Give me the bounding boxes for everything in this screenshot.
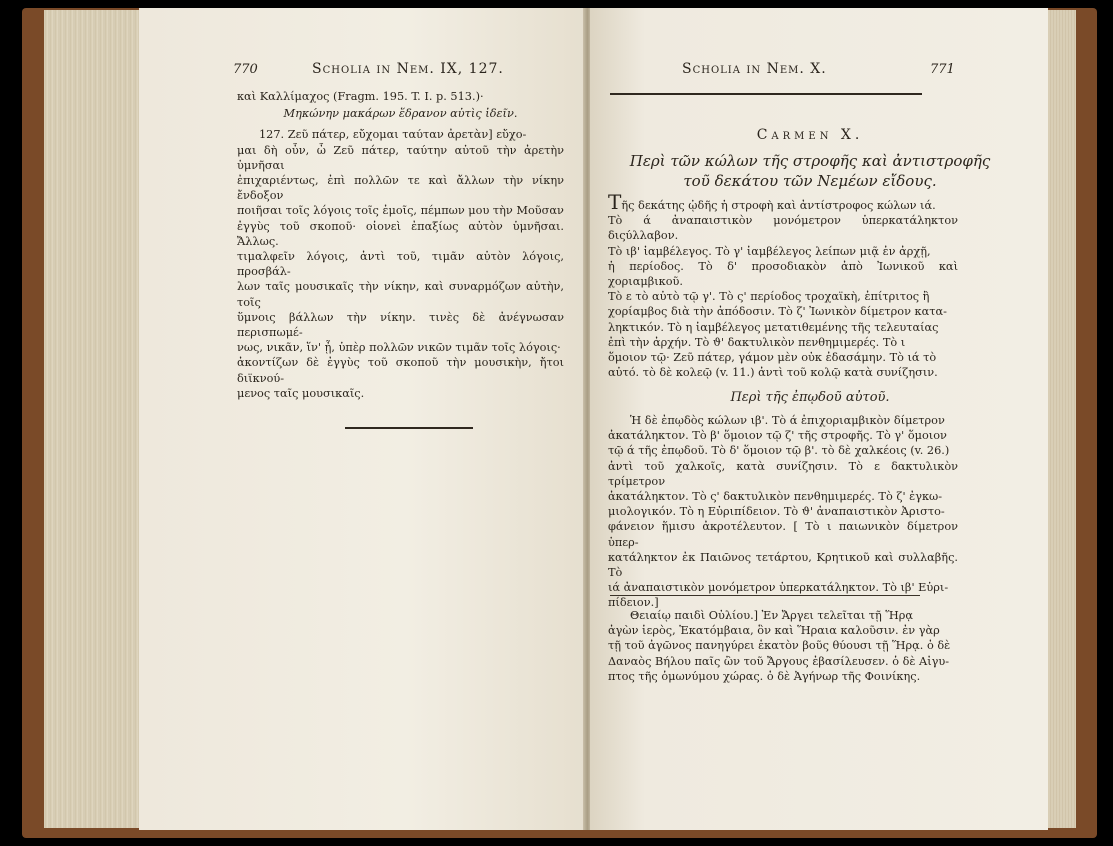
text-line: νως, νικᾶν, ἵν' ᾖ, ὑπὲρ πολλῶν νικῶν τιμᾶν τοῖς λόγοις· bbox=[237, 341, 561, 355]
text-line: ἀκατάληκτον. Τὸ β' ὅμοιον τῷ ζ' τῆς στροφῆς. Τὸ γ' ὅμοιον bbox=[608, 429, 947, 443]
text-line: ἐπιχαριέντως, ἐπὶ πολλῶν τε καὶ ἄλλων τὴν νίκην ἔνδοξον bbox=[237, 174, 564, 203]
text-line: ἀντὶ τοῦ χαλκοῖς, κατὰ συνίζησιν. Τὸ ε δακτυλικὸν τρίμετρον bbox=[608, 459, 958, 488]
text-line: ἐπὶ τὴν ἀρχήν. Τὸ ϑ' δακτυλικὸν πενθημιμερές. Τὸ ι bbox=[608, 335, 906, 349]
verse-line: Μηκώνην μακάρων ἕδρανον αὐτὶς ἰδεῖν. bbox=[283, 107, 518, 121]
text-line: λων ταῖς μουσικαῖς τὴν νίκην, καὶ συναρμόζων αὐτὴν, τοῖς bbox=[237, 280, 564, 309]
text-line: ἀκατάληκτον. Τὸ ς' δακτυλικὸν πενθημιμερές. Τὸ ζ' ἐγκω- bbox=[608, 490, 943, 504]
section-title-line: τοῦ δεκάτου τῶν Νεμέων εἴδους. bbox=[683, 172, 937, 190]
drop-cap: Τ bbox=[608, 190, 622, 214]
text-line: μαι δὴ οὖν, ὦ Ζεῦ πάτερ, ταύτην αὐτοῦ τὴν ἀρετὴν ὑμνῆσαι bbox=[237, 143, 564, 172]
text-line: Τὸ ά ἀναπαιστικὸν μονόμετρον ὑπερκατάληκτον διςύλλαβον. bbox=[608, 214, 958, 243]
text-line: ἐγγὺς τοῦ σκοποῦ· οἱονεὶ ἐπαξίως αὐτὸν ὑμνῆσαι. Ἄλλως. bbox=[237, 219, 564, 248]
right-para-scholion bbox=[608, 608, 958, 684]
text-line: κατάληκτον ἐκ Παιῶνος τετάρτου, Κρητικοῦ καὶ συλλαβῆς. Τὸ bbox=[608, 550, 958, 580]
text-line: ὕμνοις βάλλων τὴν νίκην. τινὲς δὲ ἀνέγνωσαν περισπωμέ- bbox=[237, 310, 564, 340]
text-line: πίδειον.] bbox=[608, 596, 659, 610]
left-page-edges bbox=[44, 10, 141, 828]
carmen-title: Carmen X. bbox=[756, 127, 864, 143]
section-rule bbox=[610, 595, 920, 596]
text-line: αὐτό. τὸ δὲ κολεῷ (v. 11.) ἀντὶ τοῦ κολῷ κατὰ συνίζησιν. bbox=[608, 366, 938, 380]
text-line: τῇ τοῦ ἀγῶνος πανηγύρει ἑκατὸν βοῦς θύουσι τῇ Ἥρᾳ. ὁ δὲ bbox=[608, 639, 951, 653]
right-running-head: Scholia in Nem. X. bbox=[682, 61, 827, 77]
header-rule bbox=[610, 93, 922, 95]
text-line: μιολογικόν. Τὸ η Εὐριπίδειον. Τὸ ϑ' ἀναπαιστικὸν Ἀριστο- bbox=[608, 505, 945, 519]
text-line: χορίαμβος διὰ τὴν ἀπόδοσιν. Τὸ ζ' Ἰωνικὸν δίμετρον κατα- bbox=[608, 305, 947, 319]
section-title-line: Περὶ τῶν κώλων τῆς στροφῆς καὶ ἀντιστροφῆς bbox=[629, 152, 991, 170]
text-line: ποιῆσαι τοῖς λόγοις τοῖς ἐμοῖς, πέμπων μου τὴν Μοῦσαν bbox=[237, 204, 564, 218]
text-line: πτος τῆς ὁμωνύμου χώρας. ὁ δὲ Ἀγήνωρ τῆς Φοινίκης. bbox=[608, 669, 921, 683]
text-line: καὶ Καλλίμαχος (Fragm. 195. T. I. p. 513.)· bbox=[237, 90, 484, 103]
left-page-number: 770 bbox=[233, 62, 258, 77]
text-line: ῆς δεκάτης ᾠδῆς ἡ στροφὴ καὶ ἀντίστροφος κώλων ιά. bbox=[621, 199, 936, 212]
text-line: Δαναὸς Βήλου παῖς ὢν τοῦ Ἄργους ἐβασίλευσεν. ὁ δὲ Αἰγυ- bbox=[608, 654, 950, 668]
right-page-edges bbox=[1046, 10, 1076, 828]
left-running-head: Scholia in Nem. IX, 127. bbox=[312, 61, 504, 77]
text-line: ἀγὼν ἱερὸς, Ἑκατόμβαια, ὃν καὶ Ἥραια καλοῦσιν. ἐν γὰρ bbox=[608, 624, 940, 638]
text-line: ληκτικόν. Τὸ η ἰαμβέλεγος μετατιθεμένης τῆς τελευταίας bbox=[608, 320, 939, 334]
text-line: Τὸ ιβ' ἰαμβέλεγος. Τὸ γ' ἰαμβέλεγος λείπων μιᾷ ἐν ἀρχῇ, bbox=[608, 244, 931, 258]
text-line: ἀκοντίζων δὲ ἐγγὺς τοῦ σκοποῦ τὴν μουσικὴν, ἤτοι διϊκνού- bbox=[237, 356, 564, 385]
text-line: μενος ταῖς μουσικαῖς. bbox=[237, 386, 365, 400]
right-para-strophe bbox=[608, 190, 958, 380]
text-line: τῷ ά τῆς ἐπῳδοῦ. Τὸ δ' ὅμοιον τῷ β'. τὸ δὲ χαλκέοις (v. 26.) bbox=[608, 444, 950, 458]
text-line: φάνειον ἥμισυ ἀκροτέλευτον. [ Τὸ ι παιωνικὸν δίμετρον ὑπερ- bbox=[608, 520, 958, 549]
text-line: ὅμοιον τῷ· Ζεῦ πάτερ, γάμον μὲν οὐκ ἐδασάμην. Τὸ ιά τὸ bbox=[608, 351, 937, 365]
right-para-epode bbox=[608, 413, 958, 611]
text-line: Τὸ ε τὸ αὐτὸ τῷ γ'. Τὸ ς' περίοδος τροχαϊκὴ, ἐπίτριτος ἢ bbox=[608, 290, 930, 304]
epode-title: Περὶ τῆς ἐπῳδοῦ αὐτοῦ. bbox=[730, 390, 890, 405]
end-rule bbox=[345, 427, 473, 429]
text-line: ἡ περίοδος. Τὸ δ' προσοδιακὸν ἀπὸ Ἰωνικοῦ καὶ χοριαμβικοῦ. bbox=[608, 259, 958, 289]
text-line: ιά ἀναπαιστικὸν μονόμετρον ὑπερκατάληκτον. Τὸ ιβ' Εὐρι- bbox=[608, 581, 949, 595]
right-page-number: 771 bbox=[930, 62, 955, 77]
left-body-text bbox=[237, 89, 564, 401]
text-line: Ἡ δὲ ἐπῳδὸς κώλων ιβ'. Τὸ ά ἐπιχοριαμβικὸν δίμετρον bbox=[630, 414, 945, 427]
text-line: Θειαίῳ παιδὶ Οὐλίου.] Ἐν Ἄργει τελεῖται τῇ Ἥρᾳ bbox=[630, 609, 914, 622]
section-title bbox=[600, 151, 1020, 191]
text-line: τιμαλφεῖν λόγοις, ἀντὶ τοῦ, τιμᾶν αὐτὸν λόγοις, προσβάλ- bbox=[237, 250, 564, 279]
text-line: 127. Ζεῦ πάτερ, εὔχομαι ταύταν ἀρετὰν] εὔχο- bbox=[259, 128, 527, 142]
